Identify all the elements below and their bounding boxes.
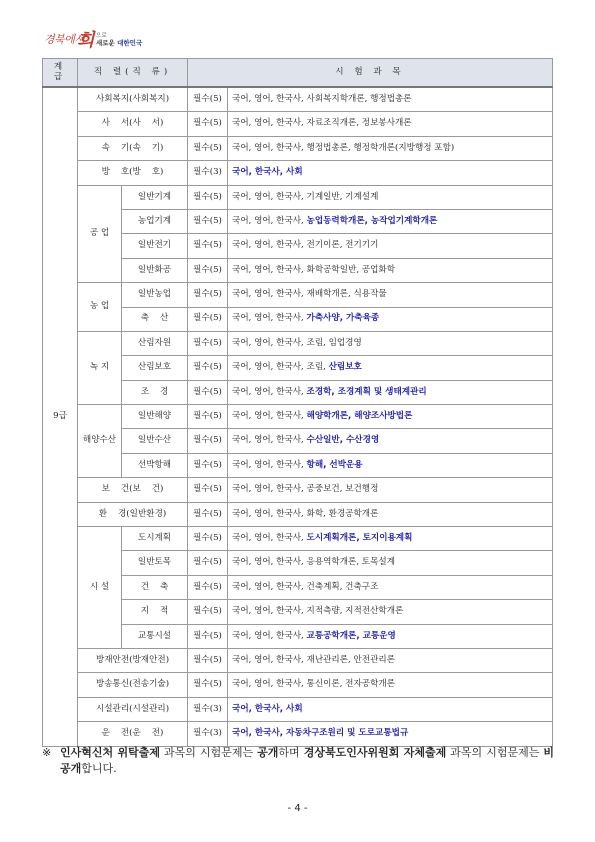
subjects-text: 국어, 영어, 한국사, 응용역학개론, 토목설계 [232, 557, 395, 568]
subjects-text: 국어, 영어, 한국사, [232, 215, 307, 226]
subjects-text: 국어, 영어, 한국사, 지적측량, 지적전산학개론 [232, 606, 404, 617]
subjects-cell [228, 331, 553, 355]
logo-small-bottom: 새로운 대한민국 [96, 39, 143, 47]
subjects-cell [228, 478, 553, 502]
subjects-cell [228, 136, 553, 160]
job-cell: 일반화공 [122, 258, 188, 282]
required-count-cell: 필수(5) [188, 648, 228, 672]
subjects-cell [228, 356, 553, 380]
job-cell: 건 축 [122, 575, 188, 599]
subjects-cell [228, 453, 553, 477]
table-row [43, 331, 553, 355]
required-count-cell: 필수(5) [188, 527, 228, 551]
subjects-highlight: 조경학, 조경계획 및 생태계관리 [306, 386, 427, 397]
subjects-highlight: 국어, 한국사, 사회 [232, 167, 303, 178]
logo [44, 30, 194, 50]
subjects-cell [228, 697, 553, 721]
job-cell: 선박항해 [122, 453, 188, 477]
job-cell: 축 산 [122, 307, 188, 331]
subjects-text: 국어, 영어, 한국사, 공중보건, 보건행정 [232, 484, 379, 495]
subjects-text: 국어, 영어, 한국사, 조림, [232, 362, 329, 373]
subjects-text: 국어, 영어, 한국사, 기계일반, 기계설계 [232, 191, 379, 202]
required-count-cell: 필수(5) [188, 380, 228, 404]
job-cell: 속 기(속 기) [78, 136, 188, 160]
table-row [43, 136, 553, 160]
subjects-text: 국어, 영어, 한국사, 건축계획, 건축구조 [232, 581, 379, 592]
job-cell: 산림자원 [122, 331, 188, 355]
table-row [43, 283, 553, 307]
required-count-cell: 필수(5) [188, 551, 228, 575]
subjects-highlight: 해양학개론, 해양조사방법론 [306, 411, 413, 422]
subjects-cell [228, 527, 553, 551]
required-count-cell: 필수(5) [188, 258, 228, 282]
table-row [43, 478, 553, 502]
table-row [43, 648, 553, 672]
subjects-cell [228, 209, 553, 233]
subjects-cell [228, 600, 553, 624]
required-count-cell: 필수(3) [188, 722, 228, 746]
job-cell: 방재안전(방재안전) [78, 648, 188, 672]
subjects-text: 국어, 영어, 한국사, 화학, 환경공학개론 [232, 508, 379, 519]
logo-small-top: 으로 [96, 33, 107, 39]
table-row [43, 697, 553, 721]
subjects-text: 국어, 영어, 한국사, [232, 435, 307, 446]
job-group-cell: 녹 지 [78, 331, 122, 404]
subjects-cell [228, 283, 553, 307]
job-cell: 일반농업 [122, 283, 188, 307]
subjects-cell [228, 87, 553, 112]
subjects-text: 국어, 영어, 한국사, 재배학개론, 식용작물 [232, 289, 387, 300]
footnote [42, 745, 554, 777]
subjects-highlight: 항해, 선박운용 [306, 459, 363, 470]
required-count-cell: 필수(5) [188, 283, 228, 307]
job-cell: 산림보호 [122, 356, 188, 380]
subjects-text: 국어, 영어, 한국사, [232, 533, 307, 543]
subjects-highlight: 국어, 한국사, 자동차구조원리 및 도로교통법규 [232, 728, 409, 739]
job-group-cell: 시 설 [78, 527, 122, 649]
required-count-cell: 필수(5) [188, 429, 228, 453]
job-group-cell: 공 업 [78, 185, 122, 283]
required-count-cell: 필수(5) [188, 624, 228, 648]
required-count-cell: 필수(3) [188, 697, 228, 721]
job-cell: 방송통신(전송기술) [78, 673, 188, 697]
subjects-cell [228, 551, 553, 575]
subjects-cell [228, 624, 553, 648]
subjects-cell [228, 380, 553, 404]
subjects-text: 국어, 영어, 한국사, [232, 386, 307, 397]
job-cell: 조 경 [122, 380, 188, 404]
subjects-cell [228, 648, 553, 672]
table-row [43, 722, 553, 746]
table-row [43, 405, 553, 429]
logo-script: 경북에서 [44, 33, 85, 46]
subjects-cell [228, 161, 553, 185]
required-count-cell: 필수(5) [188, 405, 228, 429]
exam-subject-table [42, 58, 553, 747]
job-cell: 도시계획 [122, 527, 188, 551]
table-row [43, 112, 553, 136]
page-number: - 4 - [287, 803, 308, 814]
job-cell: 일반기계 [122, 185, 188, 209]
job-cell: 교통시설 [122, 624, 188, 648]
job-group-cell: 농 업 [78, 283, 122, 332]
required-count-cell: 필수(5) [188, 112, 228, 136]
job-cell: 환 경(일반환경) [78, 502, 188, 526]
table-row [43, 161, 553, 185]
header-job: 직 렬(직 류) [78, 59, 188, 88]
subjects-cell [228, 429, 553, 453]
job-cell: 농업기계 [122, 209, 188, 233]
subjects-text: 국어, 영어, 한국사, 화학공학일반, 공업화학 [232, 264, 395, 275]
subjects-text: 국어, 영어, 한국사, [232, 411, 307, 422]
required-count-cell: 필수(5) [188, 502, 228, 526]
subjects-text: 국어, 영어, 한국사, [232, 630, 307, 641]
job-cell: 일반수산 [122, 429, 188, 453]
header-subjects: 시 험 과 목 [188, 59, 553, 88]
job-cell: 운 전(운 전) [78, 722, 188, 746]
subjects-highlight: 도시계획개론, 토지이용계획 [306, 533, 413, 543]
job-cell: 일반전기 [122, 234, 188, 258]
required-count-cell: 필수(5) [188, 600, 228, 624]
subjects-text: 국어, 영어, 한국사, 재난관리론, 안전관리론 [232, 654, 395, 665]
subjects-cell [228, 502, 553, 526]
required-count-cell: 필수(5) [188, 478, 228, 502]
required-count-cell: 필수(5) [188, 209, 228, 233]
required-count-cell: 필수(5) [188, 575, 228, 599]
subjects-highlight: 가축사양, 가축육종 [306, 313, 380, 324]
job-group-cell: 해양수산 [78, 405, 122, 478]
subjects-text: 국어, 영어, 한국사, 행정법총론, 행정학개론(지방행정 포함) [232, 142, 455, 153]
job-cell: 방 호(방 호) [78, 161, 188, 185]
subjects-cell [228, 258, 553, 282]
job-cell: 지 적 [122, 600, 188, 624]
subjects-text: 국어, 영어, 한국사, 통신이론, 전자공학개론 [232, 679, 395, 690]
subjects-cell [228, 722, 553, 746]
job-cell: 사회복지(사회복지) [78, 87, 188, 112]
subjects-text: 국어, 영어, 한국사, 조림, 임업경영 [232, 337, 362, 348]
required-count-cell: 필수(5) [188, 331, 228, 355]
job-cell: 시설관리(시설관리) [78, 697, 188, 721]
required-count-cell: 필수(5) [188, 185, 228, 209]
logo-mark: 희 [77, 30, 95, 51]
table-row [43, 185, 553, 209]
subjects-text: 국어, 영어, 한국사, 사회복지학개론, 행정법총론 [232, 93, 412, 104]
subjects-highlight: 국어, 한국사, 사회 [232, 703, 303, 714]
subjects-text: 국어, 영어, 한국사, 자료조직개론, 정보봉사개론 [232, 118, 412, 129]
subjects-cell [228, 112, 553, 136]
subjects-cell [228, 575, 553, 599]
required-count-cell: 필수(5) [188, 87, 228, 112]
required-count-cell: 필수(3) [188, 161, 228, 185]
header-grade: 계 급 [43, 59, 78, 88]
table-row [43, 502, 553, 526]
subjects-cell [228, 185, 553, 209]
required-count-cell: 필수(5) [188, 307, 228, 331]
grade-cell: 9급 [43, 87, 78, 746]
subjects-highlight: 농업동력학개론, 농작업기계학개론 [306, 215, 438, 226]
subjects-highlight: 수산일반, 수산경영 [306, 435, 380, 446]
subjects-text: 국어, 영어, 한국사, [232, 313, 307, 324]
required-count-cell: 필수(5) [188, 673, 228, 697]
job-cell: 보 건(보 건) [78, 478, 188, 502]
table-header-row [43, 59, 553, 88]
job-cell: 일반토목 [122, 551, 188, 575]
subjects-cell [228, 307, 553, 331]
job-cell: 일반해양 [122, 405, 188, 429]
subjects-highlight: 산림보호 [328, 362, 362, 373]
table-row [43, 673, 553, 697]
subjects-highlight: 교통공학개론, 교통운영 [306, 630, 396, 641]
table-row [43, 87, 553, 112]
subjects-text: 국어, 영어, 한국사, [232, 459, 307, 470]
note-mark: ※ [42, 746, 52, 759]
required-count-cell: 필수(5) [188, 234, 228, 258]
job-cell: 사 서(사 서) [78, 112, 188, 136]
required-count-cell: 필수(5) [188, 136, 228, 160]
subjects-cell [228, 673, 553, 697]
table-row [43, 527, 553, 551]
subjects-cell [228, 234, 553, 258]
subjects-cell [228, 405, 553, 429]
required-count-cell: 필수(5) [188, 453, 228, 477]
required-count-cell: 필수(5) [188, 356, 228, 380]
subjects-text: 국어, 영어, 한국사, 전기이론, 전기기기 [232, 240, 379, 251]
note-text: 인사혁신처 위탁출제 과목의 시험문제는 공개하며 경상북도인사위원회 자체출제 과목의 시험문제는 비공개합니다. [60, 746, 555, 775]
